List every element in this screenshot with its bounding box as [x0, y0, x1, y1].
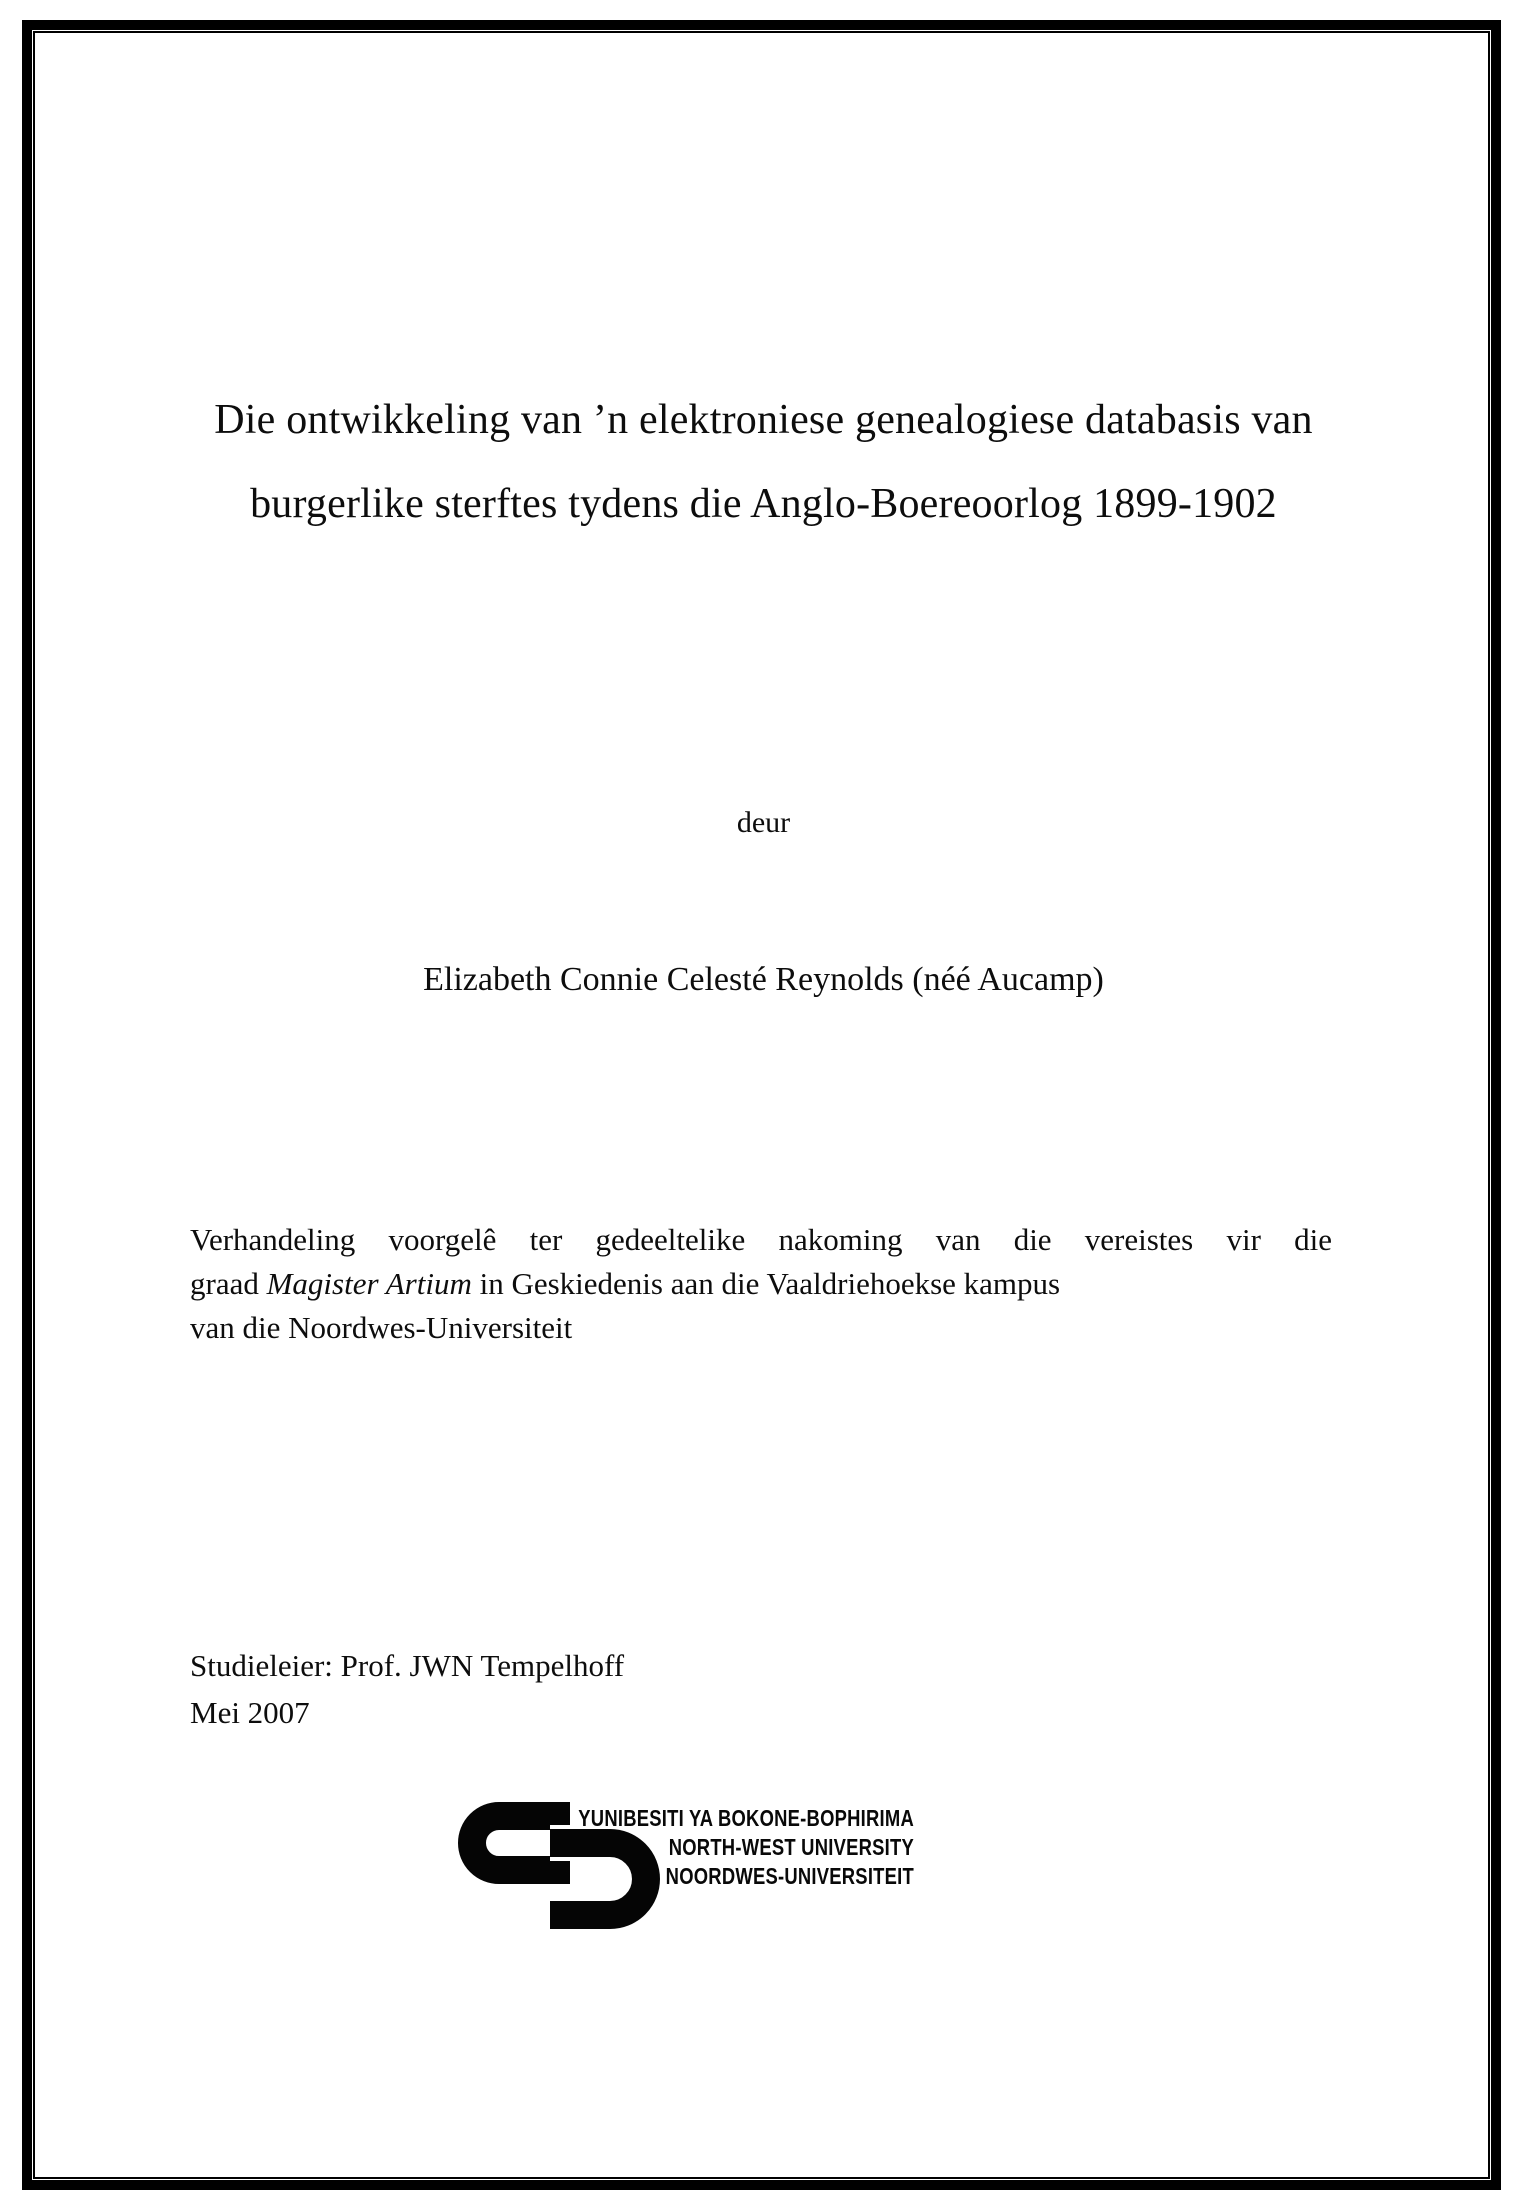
university-logo: [458, 1800, 1078, 1940]
logo-text-line-3: NOORDWES-UNIVERSITEIT: [665, 1863, 914, 1889]
supervisor-line: Studieleier: Prof. JWN Tempelhoff: [190, 1648, 625, 1683]
supervisor-block: [190, 1642, 1090, 1736]
logo-text-line-1: YUNIBESITI YA BOKONE-BOPHIRIMA: [578, 1805, 914, 1831]
declaration-line-2-pre: graad: [190, 1266, 259, 1301]
thesis-title: [40, 378, 1487, 546]
university-logo-text: [570, 1804, 914, 1891]
title-line-1: Die ontwikkeling van ’n elektroniese genealogiese databasis van: [214, 397, 1313, 443]
declaration-line-1: Verhandeling voorgelê ter gedeeltelike nakoming van die vereistes vir die: [190, 1222, 1332, 1257]
degree-name: Magister Artium: [266, 1266, 472, 1301]
byline-deur: deur: [736, 806, 791, 839]
thesis-declaration: [190, 1218, 1332, 1350]
declaration-line-2-post: in Geskiedenis aan die Vaaldriehoekse kampus: [479, 1266, 1061, 1301]
declaration-line-3: van die Noordwes-Universiteit: [190, 1310, 573, 1345]
declaration-line-2: [190, 1262, 1332, 1306]
title-line-2: burgerlike sterftes tydens die Anglo-Boereoorlog 1899-1902: [250, 481, 1277, 527]
logo-text-line-2: NORTH-WEST UNIVERSITY: [668, 1834, 914, 1860]
date-line: Mei 2007: [190, 1695, 310, 1730]
author-name: Elizabeth Connie Celesté Reynolds (néé Aucamp): [423, 961, 1104, 998]
